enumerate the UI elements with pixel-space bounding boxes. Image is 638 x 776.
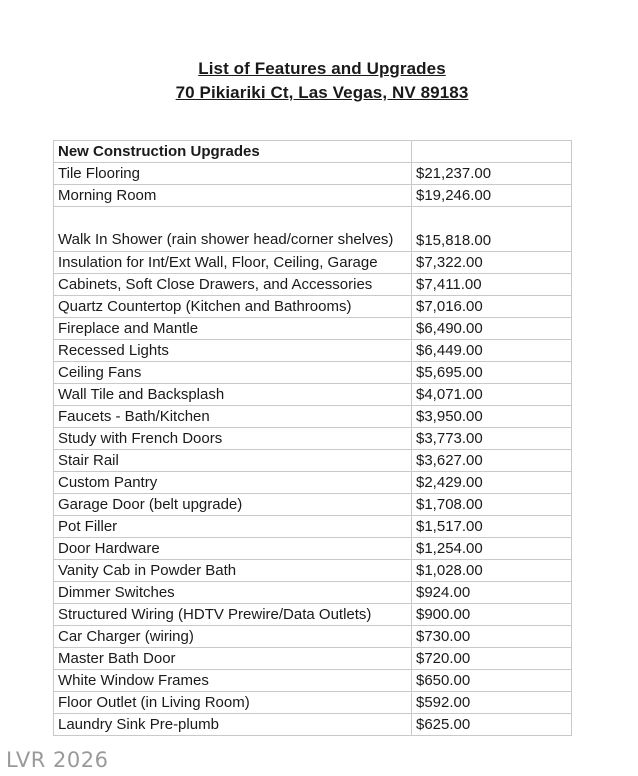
table-header-empty-cell bbox=[412, 141, 572, 163]
table-row bbox=[54, 560, 572, 582]
table-row bbox=[54, 384, 572, 406]
cost-cell: $6,490.00 bbox=[412, 318, 572, 340]
table-row bbox=[54, 714, 572, 736]
document-title: List of Features and Upgrades bbox=[198, 59, 446, 78]
feature-cell: Recessed Lights bbox=[54, 340, 412, 362]
cost-cell: $625.00 bbox=[412, 714, 572, 736]
cost-cell: $4,071.00 bbox=[412, 384, 572, 406]
feature-cell: Tile Flooring bbox=[54, 163, 412, 185]
table-row bbox=[54, 450, 572, 472]
cost-cell: $5,695.00 bbox=[412, 362, 572, 384]
feature-cell: Pot Filler bbox=[54, 516, 412, 538]
cost-cell: $21,237.00 bbox=[412, 163, 572, 185]
table-row bbox=[54, 670, 572, 692]
cost-cell: $900.00 bbox=[412, 604, 572, 626]
feature-cell: Door Hardware bbox=[54, 538, 412, 560]
cost-cell: $1,254.00 bbox=[412, 538, 572, 560]
feature-cell: White Window Frames bbox=[54, 670, 412, 692]
feature-cell: Study with French Doors bbox=[54, 428, 412, 450]
table-row bbox=[54, 472, 572, 494]
table-row bbox=[54, 207, 572, 252]
cost-cell: $1,708.00 bbox=[412, 494, 572, 516]
table-row bbox=[54, 406, 572, 428]
cost-cell: $2,429.00 bbox=[412, 472, 572, 494]
table-row bbox=[54, 626, 572, 648]
cost-cell: $3,950.00 bbox=[412, 406, 572, 428]
property-address: 70 Pikiariki Ct, Las Vegas, NV 89183 bbox=[175, 83, 469, 102]
feature-cell: Cabinets, Soft Close Drawers, and Accessories bbox=[54, 274, 412, 296]
cost-cell: $730.00 bbox=[412, 626, 572, 648]
table-row bbox=[54, 185, 572, 207]
table-row bbox=[54, 296, 572, 318]
cost-cell: $1,517.00 bbox=[412, 516, 572, 538]
feature-cell: Garage Door (belt upgrade) bbox=[54, 494, 412, 516]
feature-cell: Floor Outlet (in Living Room) bbox=[54, 692, 412, 714]
cost-cell: $7,411.00 bbox=[412, 274, 572, 296]
cost-cell: $3,627.00 bbox=[412, 450, 572, 472]
table-row bbox=[54, 252, 572, 274]
feature-cell: Wall Tile and Backsplash bbox=[54, 384, 412, 406]
feature-cell: Dimmer Switches bbox=[54, 582, 412, 604]
feature-cell: Laundry Sink Pre-plumb bbox=[54, 714, 412, 736]
cost-cell: $3,773.00 bbox=[412, 428, 572, 450]
feature-cell: Master Bath Door bbox=[54, 648, 412, 670]
feature-cell: Faucets - Bath/Kitchen bbox=[54, 406, 412, 428]
feature-cell: Custom Pantry bbox=[54, 472, 412, 494]
table-header-label: New Construction Upgrades bbox=[54, 141, 412, 163]
table-row bbox=[54, 428, 572, 450]
table-row bbox=[54, 538, 572, 560]
cost-cell: $1,028.00 bbox=[412, 560, 572, 582]
cost-cell: $7,322.00 bbox=[412, 252, 572, 274]
feature-cell: Morning Room bbox=[54, 185, 412, 207]
table-row bbox=[54, 340, 572, 362]
feature-cell: Car Charger (wiring) bbox=[54, 626, 412, 648]
feature-cell: Structured Wiring (HDTV Prewire/Data Outlets) bbox=[54, 604, 412, 626]
cost-cell: $592.00 bbox=[412, 692, 572, 714]
cost-cell: $650.00 bbox=[412, 670, 572, 692]
feature-cell: Ceiling Fans bbox=[54, 362, 412, 384]
upgrades-table bbox=[53, 140, 572, 736]
table-row bbox=[54, 582, 572, 604]
cost-cell: $720.00 bbox=[412, 648, 572, 670]
cost-cell: $15,818.00 bbox=[412, 207, 572, 252]
upgrades-table-body bbox=[54, 163, 572, 736]
table-row bbox=[54, 494, 572, 516]
feature-cell: Fireplace and Mantle bbox=[54, 318, 412, 340]
cost-cell: $6,449.00 bbox=[412, 340, 572, 362]
cost-cell: $19,246.00 bbox=[412, 185, 572, 207]
table-row bbox=[54, 362, 572, 384]
feature-cell: Walk In Shower (rain shower head/corner shelves) bbox=[54, 207, 412, 252]
table-header-row bbox=[54, 141, 572, 163]
table-row bbox=[54, 516, 572, 538]
feature-cell: Vanity Cab in Powder Bath bbox=[54, 560, 412, 582]
feature-cell: Stair Rail bbox=[54, 450, 412, 472]
cost-cell: $7,016.00 bbox=[412, 296, 572, 318]
table-row bbox=[54, 648, 572, 670]
watermark: LVR 2026 bbox=[6, 748, 109, 772]
document-heading bbox=[0, 58, 638, 104]
table-row bbox=[54, 692, 572, 714]
feature-cell: Insulation for Int/Ext Wall, Floor, Ceiling, Garage bbox=[54, 252, 412, 274]
table-row bbox=[54, 274, 572, 296]
table-row bbox=[54, 163, 572, 185]
table-row bbox=[54, 318, 572, 340]
cost-cell: $924.00 bbox=[412, 582, 572, 604]
feature-cell: Quartz Countertop (Kitchen and Bathrooms) bbox=[54, 296, 412, 318]
table-row bbox=[54, 604, 572, 626]
